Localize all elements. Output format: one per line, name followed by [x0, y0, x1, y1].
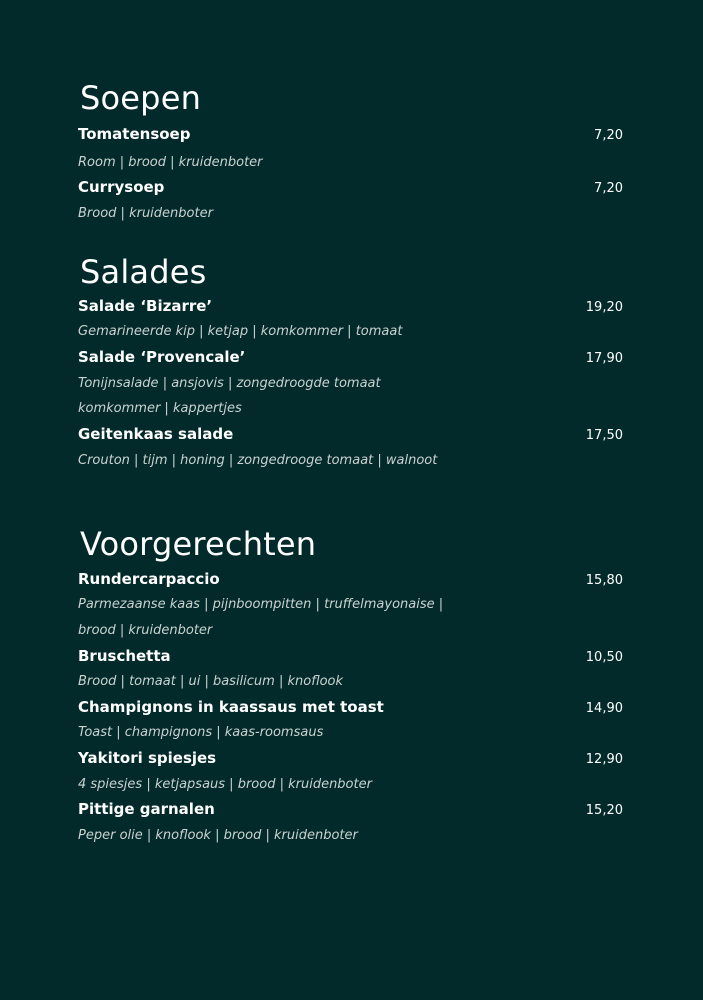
menu-item-description: Parmezaanse kaas | pijnboompitten | truffelmayonaise | — [78, 597, 444, 612]
menu-item-description: 4 spiesjes | ketjapsaus | brood | kruidenboter — [78, 777, 372, 792]
menu-item-name: Salade ‘Bizarre’ — [78, 297, 213, 315]
menu-item-price: 15,80 — [585, 573, 623, 588]
section-title-soepen: Soepen — [80, 79, 202, 117]
menu-item-price: 7,20 — [594, 128, 623, 143]
menu-item-description: Peper olie | knoflook | brood | kruidenboter — [78, 828, 358, 843]
menu-item-description: Crouton | tijm | honing | zongedrooge tomaat | walnoot — [78, 453, 438, 468]
menu-item-description: Brood | kruidenboter — [78, 206, 213, 221]
section-title-voorgerechten: Voorgerechten — [80, 525, 317, 563]
menu-item-description: Brood | tomaat | ui | basilicum | knoflook — [78, 674, 344, 689]
menu-item-price: 12,90 — [585, 752, 623, 767]
menu-item-price: 14,90 — [585, 701, 623, 716]
menu-item-name: Currysoep — [78, 178, 165, 196]
menu-item-price: 17,50 — [585, 428, 623, 443]
menu-item-price: 19,20 — [585, 300, 623, 315]
menu-item-description: Toast | champignons | kaas-roomsaus — [78, 725, 324, 740]
menu-item-description: Room | brood | kruidenboter — [78, 155, 263, 170]
menu-item-description: brood | kruidenboter — [78, 623, 213, 638]
section-title-salades: Salades — [80, 253, 207, 291]
menu-item-name: Bruschetta — [78, 647, 171, 665]
menu-item-name: Tomatensoep — [78, 125, 191, 143]
menu-item-name: Rundercarpaccio — [78, 570, 220, 588]
menu-item-price: 15,20 — [585, 803, 623, 818]
menu-item-name: Pittige garnalen — [78, 800, 215, 818]
menu-item-name: Salade ‘Provencale’ — [78, 348, 246, 366]
menu-item-price: 17,90 — [585, 351, 623, 366]
menu-item-name: Champignons in kaassaus met toast — [78, 698, 384, 716]
menu-item-description: Gemarineerde kip | ketjap | komkommer | tomaat — [78, 324, 403, 339]
menu-item-price: 10,50 — [585, 650, 623, 665]
menu-item-name: Geitenkaas salade — [78, 425, 234, 443]
menu-item-name: Yakitori spiesjes — [78, 749, 217, 767]
menu-item-description: komkommer | kappertjes — [78, 401, 242, 416]
menu-item-price: 7,20 — [594, 181, 623, 196]
menu-item-description: Tonijnsalade | ansjovis | zongedroogde tomaat — [78, 376, 381, 391]
